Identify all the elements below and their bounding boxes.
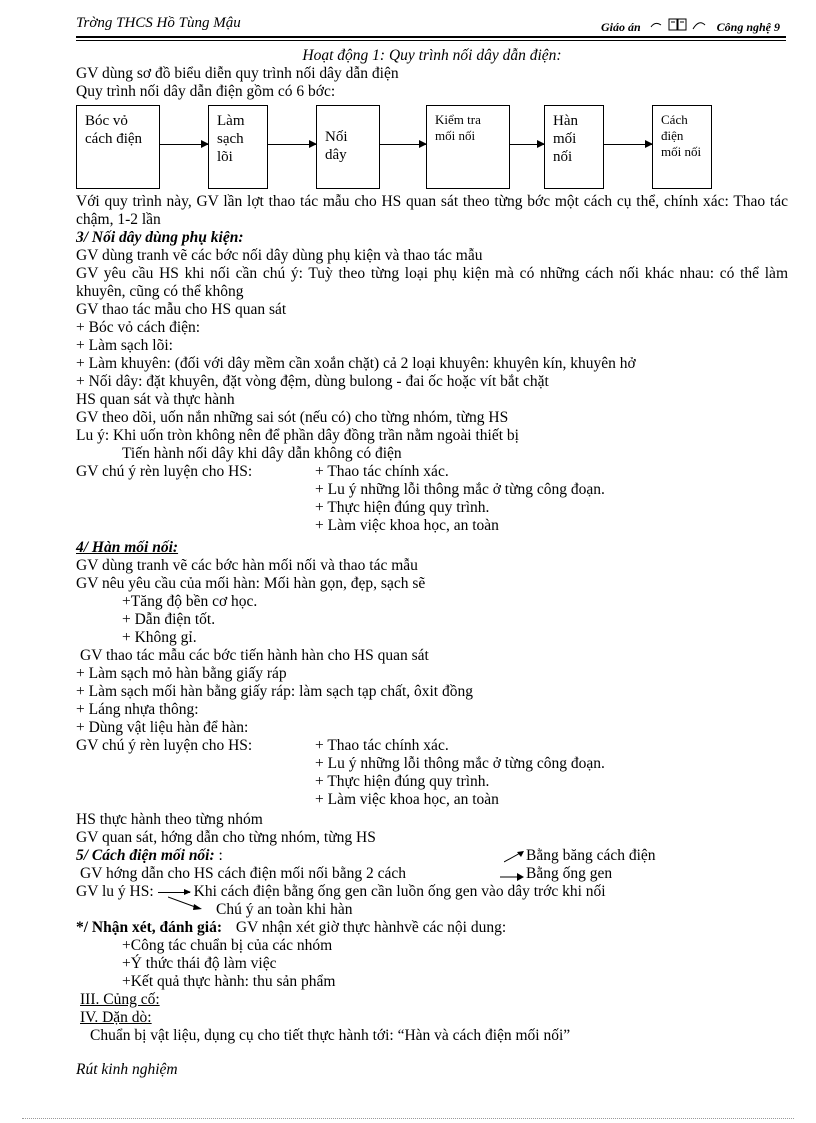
evaluation-row	[76, 919, 788, 937]
attention-item: + Làm việc khoa học, an toàn	[315, 791, 499, 808]
text-line: GV quan sát, hớng dẫn cho từng nhóm, từng HS	[76, 829, 376, 846]
text-line: HS quan sát và thực hành	[76, 391, 235, 408]
text-line: GV theo dõi, uốn nắn những sai sót (nếu có) cho từng nhóm, từng HS	[76, 409, 509, 426]
consolidation-heading: III. Củng cố:	[80, 991, 160, 1008]
requirement-item: + Dẫn điện tốt.	[122, 611, 216, 628]
attention-label: GV chú ý rèn luyện cho HS:	[76, 463, 253, 480]
evaluation-text: GV nhận xét giờ thực hànhvề các nội dung:	[235, 919, 507, 936]
flow-step: Kiểm tra mối nối	[426, 105, 510, 189]
text-line: + Làm sạch mối hàn bằng giấy ráp: làm sạch tạp chất, ôxit đồng	[76, 683, 473, 700]
text-line: + Làm sạch mỏ hàn bằng giấy ráp	[76, 665, 287, 682]
insulation-option: Bằng băng cách điện	[504, 847, 656, 865]
homework-heading: IV. Dặn dò:	[80, 1009, 152, 1026]
text-line: GV hớng dẫn cho HS cách điện mối nối bằng 2 cách	[80, 865, 407, 882]
text-line: GV thao tác mẫu cho HS quan sát	[76, 301, 287, 318]
attention-label: GV chú ý rèn luyện cho HS:	[76, 737, 253, 754]
intro-line: Quy trình nối dây dẫn điện gồm có 6 bớc:	[76, 83, 336, 100]
attention-item: + Thực hiện đúng quy trình.	[315, 499, 490, 516]
text-line: + Làm sạch lõi:	[76, 337, 173, 354]
wiring-flow-diagram	[76, 105, 788, 193]
experience-label: Rút kinh nghiệm	[76, 1061, 178, 1078]
evaluation-heading: */ Nhận xét, đánh giá:	[76, 919, 222, 936]
text-line: HS thực hành theo từng nhóm	[76, 811, 263, 828]
arrow-up-right-icon	[504, 849, 526, 863]
book-icon	[649, 17, 709, 37]
text-line: GV yêu cầu HS khi nối cần chú ý: Tuỳ theo từng loại phụ kiện mà có những cách nối khác nhau: có thể làm khuyên, cũng có thể không	[76, 265, 788, 300]
school-name: Trờng THCS Hồ Tùng Mậu	[76, 15, 241, 31]
text-line: + Dùng vật liệu hàn để hàn:	[76, 719, 249, 736]
text-line: Lu ý: Khi uốn tròn không nên để phần dây đồng trần nằm ngoài thiết bị	[76, 427, 519, 444]
attention-item: + Thực hiện đúng quy trình.	[315, 773, 490, 790]
evaluation-item: +Công tác chuẩn bị của các nhóm	[122, 937, 333, 954]
section-heading: 4/ Hàn mối nối:	[76, 539, 179, 556]
text-line: GV nêu yêu cầu của mối hàn: Mối hàn gọn, đẹp, sạch sẽ	[76, 575, 426, 592]
attention-item: + Lu ý những lỗi thông mắc ở từng công đoạn.	[315, 481, 605, 498]
arrow-right-icon	[500, 867, 526, 881]
attention-item: + Thao tác chính xác.	[315, 737, 449, 754]
attention-item: + Làm việc khoa học, an toàn	[315, 517, 499, 534]
text-line: GV dùng tranh vẽ các bớc hàn mối nối và thao tác mẫu	[76, 557, 418, 574]
note-label: GV lu ý HS:	[76, 883, 154, 900]
arrow-down-right-icon	[168, 895, 204, 911]
page-header	[76, 12, 786, 38]
subject-label: Công nghệ 9	[716, 19, 780, 34]
text-line: + Nối dây: đặt khuyên, đặt vòng đệm, dùng bulong - đai ốc hoặc vít bắt chặt	[76, 373, 549, 390]
lesson-plan-label: Giáo án	[600, 19, 641, 34]
header-rule-thin	[76, 40, 786, 41]
intro-line: GV dùng sơ đồ biểu diễn quy trình nối dây dẫn điện	[76, 65, 399, 82]
note-item: Chú ý an toàn khi hàn	[216, 901, 353, 918]
text-line: GV thao tác mẫu các bớc tiến hành hàn cho HS quan sát	[80, 647, 429, 664]
flow-description: Với quy trình này, GV lần lợt thao tác mẫu cho HS quan sát theo từng bớc một cách cụ thể, chính xác: Thao tác chậm, 1-2 lần	[76, 193, 788, 228]
flow-step: Nối dây	[316, 105, 380, 189]
note-row	[76, 901, 788, 919]
flow-step: Cách điện mối nối	[652, 105, 712, 189]
heading-tail: :	[214, 847, 223, 864]
requirement-item: +Tăng độ bền cơ học.	[122, 593, 258, 610]
header-rule	[76, 36, 786, 38]
attention-item: + Lu ý những lỗi thông mắc ở từng công đoạn.	[315, 755, 605, 772]
text-line: + Bóc vỏ cách điện:	[76, 319, 201, 336]
activity-title: Hoạt động 1: Quy trình nối dây dẫn điện:	[302, 47, 562, 64]
evaluation-item: +Ý thức thái độ làm việc	[122, 955, 277, 972]
flow-arrow	[380, 144, 426, 145]
flow-arrow	[604, 144, 652, 145]
text-line: + Láng nhựa thông:	[76, 701, 199, 718]
section-heading: 5/ Cách điện mối nối:	[76, 847, 215, 864]
section-5-heading-row	[76, 847, 788, 865]
document-body	[76, 47, 788, 1079]
section-5-guide-row	[76, 865, 788, 883]
note-item: Khi cách điện bằng ống gen cần luồn ống gen vào dây trớc khi nối	[193, 883, 606, 900]
section-heading: 3/ Nối dây dùng phụ kiện:	[76, 229, 244, 246]
flow-arrow	[510, 144, 544, 145]
text-line: Tiến hành nối dây khi dây dẫn không có điện	[122, 445, 402, 462]
flow-step: Hàn mối nối	[544, 105, 604, 189]
text-line: + Làm khuyên: (đối với dây mềm cần xoắn chặt) cả 2 loại khuyên: khuyên kín, khuyên hở	[76, 355, 636, 372]
attention-item: + Thao tác chính xác.	[315, 463, 449, 480]
flow-arrow	[268, 144, 316, 145]
footer-rule	[22, 1118, 794, 1119]
flow-step: Bóc vỏ cách điện	[76, 105, 160, 189]
arrow-right-icon	[158, 892, 190, 893]
evaluation-item: +Kết quả thực hành: thu sản phẩm	[122, 973, 336, 990]
flow-step: Làm sạch lõi	[208, 105, 268, 189]
requirement-item: + Không gỉ.	[122, 629, 197, 646]
header-right	[601, 17, 780, 37]
insulation-option: Bằng ống gen	[500, 865, 612, 883]
homework-text: Chuẩn bị vật liệu, dụng cụ cho tiết thực hành tới: “Hàn và cách điện mối nối”	[90, 1027, 571, 1044]
flow-arrow	[160, 144, 208, 145]
text-line: GV dùng tranh vẽ các bớc nối dây dùng phụ kiện và thao tác mẫu	[76, 247, 483, 264]
